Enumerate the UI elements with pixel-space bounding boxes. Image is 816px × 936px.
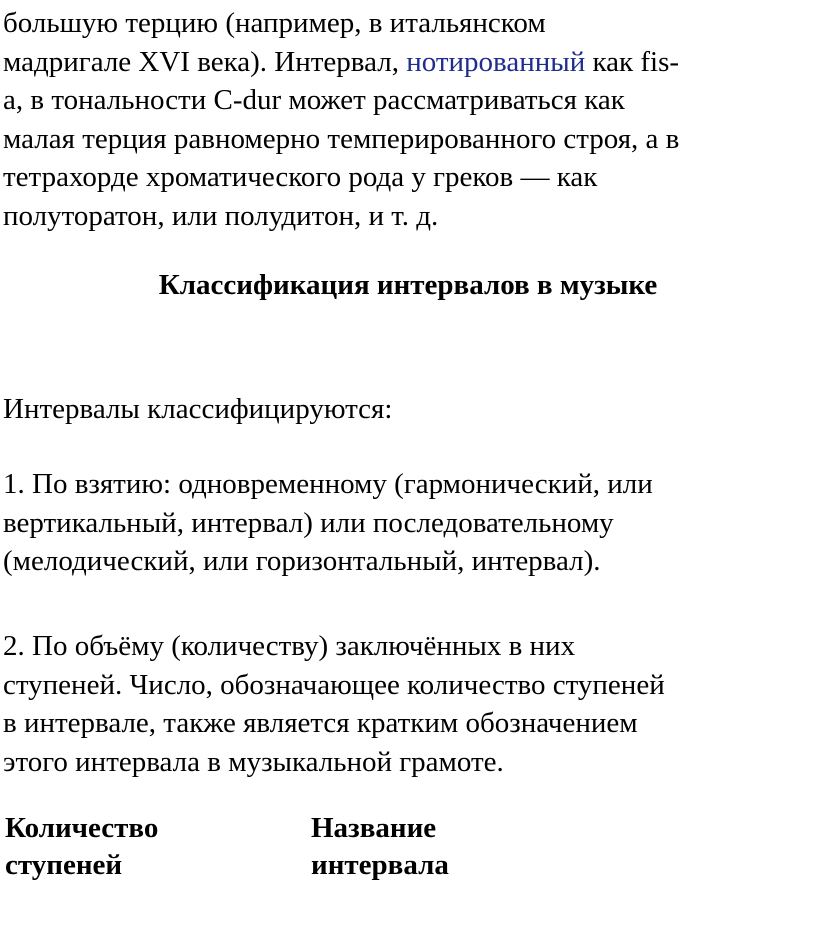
intro-text: Интервалы классифицируются: (3, 393, 393, 425)
list-item-line: в интервале, также является кратким обозначением (3, 707, 638, 740)
list-item-line: (мелодический, или горизонтальный, интервал). (3, 545, 601, 578)
list-item-line: 2. По объёму (количеству) заключённых в них (3, 630, 576, 662)
list-item-line: вертикальный, интервал) или последовательному (3, 506, 614, 539)
paragraph-line: малая терция равномерно темперированного строя, а в (3, 122, 680, 155)
paragraph-line: большую терцию (например, в итальянском (3, 7, 546, 39)
list-item-line: 1. По взятию: одновременному (гармонический, или (3, 468, 653, 500)
table-header-interval-name: Название интервала (311, 812, 449, 881)
list-item-2 (3, 627, 815, 781)
paragraph-line: полуторатон, или полудитон, и т. д. (3, 199, 439, 232)
list-item-line: ступеней. Число, обозначающее количество ступеней (3, 668, 665, 701)
paragraph-line: а, в тональности C-dur может рассматриваться как (3, 84, 625, 117)
table-header-steps-count: Количество ступеней (5, 812, 159, 881)
intervals-table (5, 810, 811, 884)
list-item-line: этого интервала в музыкальной грамоте. (3, 745, 504, 778)
paragraph-line: мадригале XVI века). Интервал, нотированный как fis- (3, 45, 680, 78)
paragraph-line: тетрахорде хроматического рода у греков — как (3, 161, 598, 194)
link-notirovanny[interactable]: нотированный (406, 45, 586, 78)
list-item-1 (3, 465, 815, 581)
top-paragraph (3, 4, 815, 236)
section-heading: Классификация интервалов в музыке (158, 269, 658, 301)
